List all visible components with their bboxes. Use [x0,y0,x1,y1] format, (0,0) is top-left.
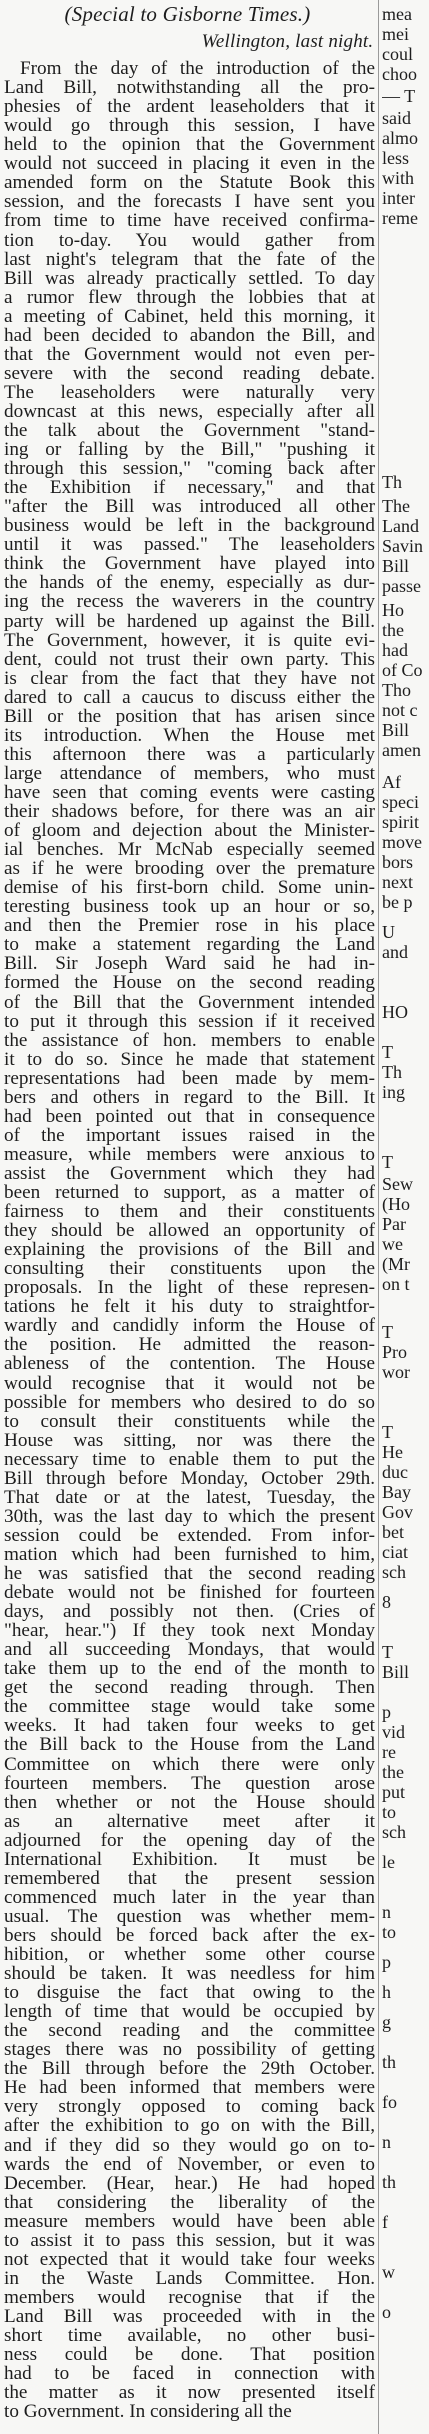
article-line: the position. He admitted the reason- [4,1334,375,1356]
article-line: amended form on the Statute Book this [4,172,375,194]
article-line: ial benches. Mr McNab especially seemed [4,839,375,861]
article-line: phesies of the ardent leaseholders that it [4,96,375,118]
article-line: dent, could not trust their own party. This [4,648,375,670]
side-column-fragment: (Mr [382,1254,410,1274]
side-column-fragment: Gov [382,1502,413,1522]
side-column-fragment: fo [382,2092,397,2112]
article-line: is clear from the fact that they have not [4,667,375,689]
article-line: he was satisfied that the second reading [4,1563,375,1584]
side-column-fragment: He [382,1442,403,1462]
side-column-fragment: Bill [382,1662,410,1682]
side-column-fragment: of Co [382,660,423,680]
article-line: stages there was no possibility of getting [4,2039,375,2061]
article-line: debate would not be finished for fourteen [4,1582,375,1603]
article-line: of the important issues raised in the [4,1124,375,1146]
article-line: The leaseholders were naturally very [4,381,375,403]
article-line: Committee on which there were only [4,1753,375,1775]
article-line: From the day of the introduction of the [20,58,375,79]
article-line: as if he were brooding over the premature [4,858,375,880]
article-line: take them up to the end of the month to [4,1658,375,1680]
article-line: held to the opinion that the Government [4,134,375,156]
article-line: usual. The question was whether mem- [4,1905,375,1927]
side-column-fragment: with [382,168,415,188]
article-line: to Government. In considering all the [4,2401,292,2423]
side-column-fragment: T [382,1322,393,1342]
side-column-fragment: w [382,2262,395,2282]
article-line: measure members would have been able [4,2210,375,2232]
side-column-fragment: sch [382,1822,406,1842]
article-line: party will be hardened up against the Bill. [4,610,375,632]
article-line: been returned to support, as a matter of [4,1182,375,1203]
side-column-fragment: Bill [382,556,410,576]
side-column-fragment: U [382,922,395,942]
article-line: International Exhibition. It must be [4,1848,375,1870]
side-column-fragment: move [382,832,422,852]
article-line: ableness of the contention. The House [4,1353,375,1375]
side-column-fragment: choo [382,64,417,84]
article-line: That date or at the latest, Tuesday, the [4,1486,375,1508]
side-column-fragment: o [382,2302,391,2322]
article-line: the Exhibition if necessary," and that [4,477,375,499]
article-line: and if they did so they would go on to- [4,2134,375,2156]
article-line: House was sitting, nor was there the [4,1429,375,1451]
side-column-fragment: Sew [382,1174,413,1194]
side-column-fragment: T [382,1422,393,1442]
article-line: a meeting of Cabinet, held this morning, it [4,305,375,327]
article-line: large attendance of members, who must [4,762,375,784]
side-column-fragment: bors [382,852,413,872]
side-column-fragment: inter [382,188,415,208]
article-line: session, and the forecasts I have sent you [4,191,375,213]
side-column-fragment: the [382,620,404,640]
side-column-fragment: n [382,2132,391,2152]
article-line: the committee stage would take some [4,1696,375,1718]
article-line: of gloom and dejection about the Minister- [4,820,375,841]
side-column-fragment: Tho [382,680,411,700]
side-column-fragment: h [382,1982,391,2002]
article-line: Land Bill, notwithstanding all the pro- [4,77,375,98]
side-column-fragment: mea [382,4,412,24]
article-line: this afternoon there was a particularly [4,743,375,765]
side-column-fragment: Bay [382,1482,411,1502]
article-line: Bill through before Monday, October 29th. [4,1467,375,1489]
side-column-fragment: Pro [382,1342,408,1362]
side-column-fragment: speci [382,792,419,812]
article-line: commenced much later in the year than [4,1886,375,1908]
article-line: have seen that coming events were casting [4,781,375,803]
side-column-fragment: re [382,1742,396,1762]
side-column-fragment: Land [382,516,419,536]
article-line: in the Waste Lands Committee. Hon. [4,2267,375,2289]
side-column-fragment: (Ho [382,1194,410,1214]
article-line: tion to-day. You would gather from [4,229,375,251]
article-line: get the second reading through. Then [4,1677,375,1699]
side-column-fragment: n [382,1902,391,1922]
article-line: their shadows before, for there was an air [4,801,375,822]
article-line: through this session," "coming back after [4,458,375,480]
article-line: bers should be forced back after the ex- [4,1924,375,1946]
article-line: assist the Government which they had [4,1162,375,1184]
article-line: had to be faced in connection with [4,2363,375,2385]
side-column-fragment: to [382,1922,397,1942]
side-column-fragment: we [382,1234,403,1254]
side-column-fragment: put [382,1782,406,1802]
side-column-fragment: — T [382,86,416,106]
article-line: wardly and candidly inform the House of [4,1315,375,1337]
article-line: explaining the provisions of the Bill and [4,1239,375,1261]
side-column-fragment: Th [382,472,402,492]
article-line: consulting their constituents upon the [4,1258,375,1280]
side-column-fragment: amen [382,740,421,760]
article-line: wards the end of November, or even to [4,2153,375,2175]
side-column-fragment: f [382,2212,388,2232]
article-line: they should be allowed an opportunity of [4,1220,375,1241]
side-column-fragment: Af [382,772,401,792]
article-line: adjourned for the opening day of the [4,1829,375,1851]
side-column-fragment: 8 [382,1592,391,1612]
article-line: hibition, or whether some other course [4,1944,375,1965]
article-line: its introduction. When the House met [4,724,375,746]
side-column-fragment: ciat [382,1542,408,1562]
side-column-fragment: not c [382,700,418,720]
side-column-fragment: Savin [382,536,424,556]
side-column-fragment: the [382,1762,404,1782]
side-column-fragment: HO [382,1002,408,1022]
article-heading: (Special to Gisborne Times.) [64,2,311,26]
article-line: to assist it to pass this session, but it was [4,2229,375,2251]
side-column-fragment: said [382,108,411,128]
article-line: members would recognise that if the [4,2286,375,2308]
side-column-fragment: duc [382,1462,408,1482]
article-line: tations he felt it his duty to straightfor- [4,1296,375,1318]
article-line: teresting business took up an hour or so, [4,896,375,918]
side-column-fragment: almo [382,128,418,148]
side-column-fragment: less [382,148,409,168]
article-line: to make a statement regarding the Land [4,934,375,956]
article-line: that considering the liberality of the [4,2191,375,2213]
article-line: length of time that would be occupied by [4,2001,375,2023]
side-column-fragment: vid [382,1722,406,1742]
article-line: would recognise that it would not be [4,1372,375,1394]
article-line: December. (Hear, hear.) He had hoped [4,2172,375,2194]
article-line: He had been informed that members were [4,2077,375,2099]
article-line: mation which had been furnished to him, [4,1543,375,1565]
article-line: demise of his first-born child. Some unin- [4,877,375,899]
article-line: then whether or not the House should [4,1791,375,1813]
article-line: until it was passed." The leaseholders [4,534,375,556]
side-column-fragment: Bill [382,720,410,740]
article-line: necessary time to enable them to put the [4,1448,375,1470]
article-line: as an alternative meet after it [4,1810,375,1832]
article-line: ing or falling by the Bill," "pushing it [4,439,375,460]
side-column-fragment: passe [382,576,421,596]
side-column-fragment: Par [382,1214,406,1234]
side-column-fragment: Ho [382,600,404,620]
article-line: last night's telegram that the fate of the [4,248,375,270]
article-line: to disguise the fact that owing to the [4,1982,375,2004]
article-line: would not succeed in placing it even in the [4,153,375,175]
side-column-fragment: on t [382,1274,410,1294]
article-line: not expected that it would take four weeks [4,2248,375,2270]
side-column-fragment: bet [382,1522,404,1542]
side-column-fragment: and [382,942,408,962]
article-line: fairness to them and their constituents [4,1201,375,1222]
article-line: to put it through this session if it received [4,1010,375,1032]
article-line: severe with the second reading debate. [4,362,375,384]
article-line: formed the House on the second reading [4,972,375,994]
article-line: remembered that the present session [4,1867,375,1889]
article-line: "hear, hear.") If they took next Monday [4,1620,375,1642]
article-line: had been pointed out that in consequence [4,1105,375,1127]
article-line: fourteen members. The question arose [4,1772,375,1794]
side-column-fragment: T [382,1642,393,1662]
side-column-fragment: mei [382,24,409,44]
article-line: weeks. It had taken four weeks to get [4,1715,375,1737]
side-column-fragment: T [382,1152,393,1172]
side-column-fragment: p [382,1952,391,1972]
side-column-fragment: p [382,1702,391,1722]
article-line: and all succeeding Mondays, that would [4,1639,375,1661]
article-line: days, and possibly not then. (Cries of [4,1601,375,1622]
article-line: Land Bill was proceeded with in the [4,2305,375,2327]
article-line: had been decided to abandon the Bill, and [4,324,375,346]
article-line: measure, while members were anxious to [4,1143,375,1165]
side-column-fragment: next [382,872,413,892]
article-line: bers and others in regard to the Bill. It [4,1086,375,1108]
article-line: ing the recess the waverers in the country [4,591,375,613]
article-line: should be taken. It was needless for him [4,1963,375,1984]
side-column-fragment: th [382,2172,397,2192]
article-line: a rumor flew through the lobbies that at [4,286,375,308]
side-column-fragment: Th [382,1062,402,1082]
article-line: The Government, however, it is quite evi- [4,629,375,651]
adjacent-column-fragment [382,0,429,2434]
article-line: Bill. Sir Joseph Ward said he had in- [4,953,375,975]
side-column-fragment: T [382,1042,393,1062]
article-line: business would be left in the background [4,515,375,537]
article-line: downcast at this news, especially after all [4,400,375,422]
article-line: that the Government would not even per- [4,343,375,365]
article-line: it to do so. Since he made that statement [4,1048,375,1070]
side-column-fragment: ing [382,1082,406,1102]
article-line: 30th, was the last day to which the present [4,1505,375,1527]
article-line: from time to time have received confirma- [4,210,375,232]
side-column-fragment: The [382,496,410,516]
article-line: proposals. In the light of these represen- [4,1277,375,1299]
article-line: would go through this session, I have [4,115,375,137]
side-column-fragment: reme [382,208,418,228]
article-line: dared to call a caucus to discuss either the [4,686,375,708]
side-column-fragment: g [382,2012,391,2032]
article-line: Bill or the position that has arisen since [4,705,375,727]
article-line: the Bill back to the House from the Land [4,1734,375,1756]
article-dateline: Wellington, last night. [201,31,374,52]
side-column-fragment: be p [382,892,413,912]
article-line: session could be extended. From infor- [4,1524,375,1546]
side-column-fragment: wor [382,1362,410,1382]
article-line: the Bill through before the 29th October. [4,2058,375,2080]
article-line: the hands of the enemy, especially as dur- [4,572,375,594]
article-line: think the Government have played into [4,553,375,575]
article-line: to consult their constituents while the [4,1410,375,1432]
article-line: representations had been made by mem- [4,1067,375,1089]
side-column-fragment: had [382,640,408,660]
side-column-fragment: to [382,1802,397,1822]
article-line: the second reading and the committee [4,2020,375,2042]
side-column-fragment: sch [382,1562,406,1582]
article-line: ness could be done. That position [4,2344,375,2365]
article-line: of the Bill that the Government intended [4,991,375,1013]
column-rule [378,0,379,2434]
side-column-fragment: le [382,1852,395,1872]
article-line: very strongly opposed to coming back [4,2096,375,2118]
article-line: and then the Premier rose in his place [4,915,375,937]
article-line: short time available, no other busi- [4,2325,375,2346]
article-line: "after the Bill was introduced all other [4,496,375,518]
side-column-fragment: th [382,2052,397,2072]
article-line: the matter as it now presented itself [4,2382,375,2404]
article-line: the talk about the Government "stand- [4,419,375,441]
side-column-fragment: spirit [382,812,420,832]
article-line: after the exhibition to go on with the Bill, [4,2115,375,2137]
article-line: Bill was already practically settled. To day [4,267,375,289]
side-column-fragment: coul [382,44,413,64]
article-line: possible for members who desired to do so [4,1391,375,1413]
article-line: the assistance of hon. members to enable [4,1029,375,1051]
